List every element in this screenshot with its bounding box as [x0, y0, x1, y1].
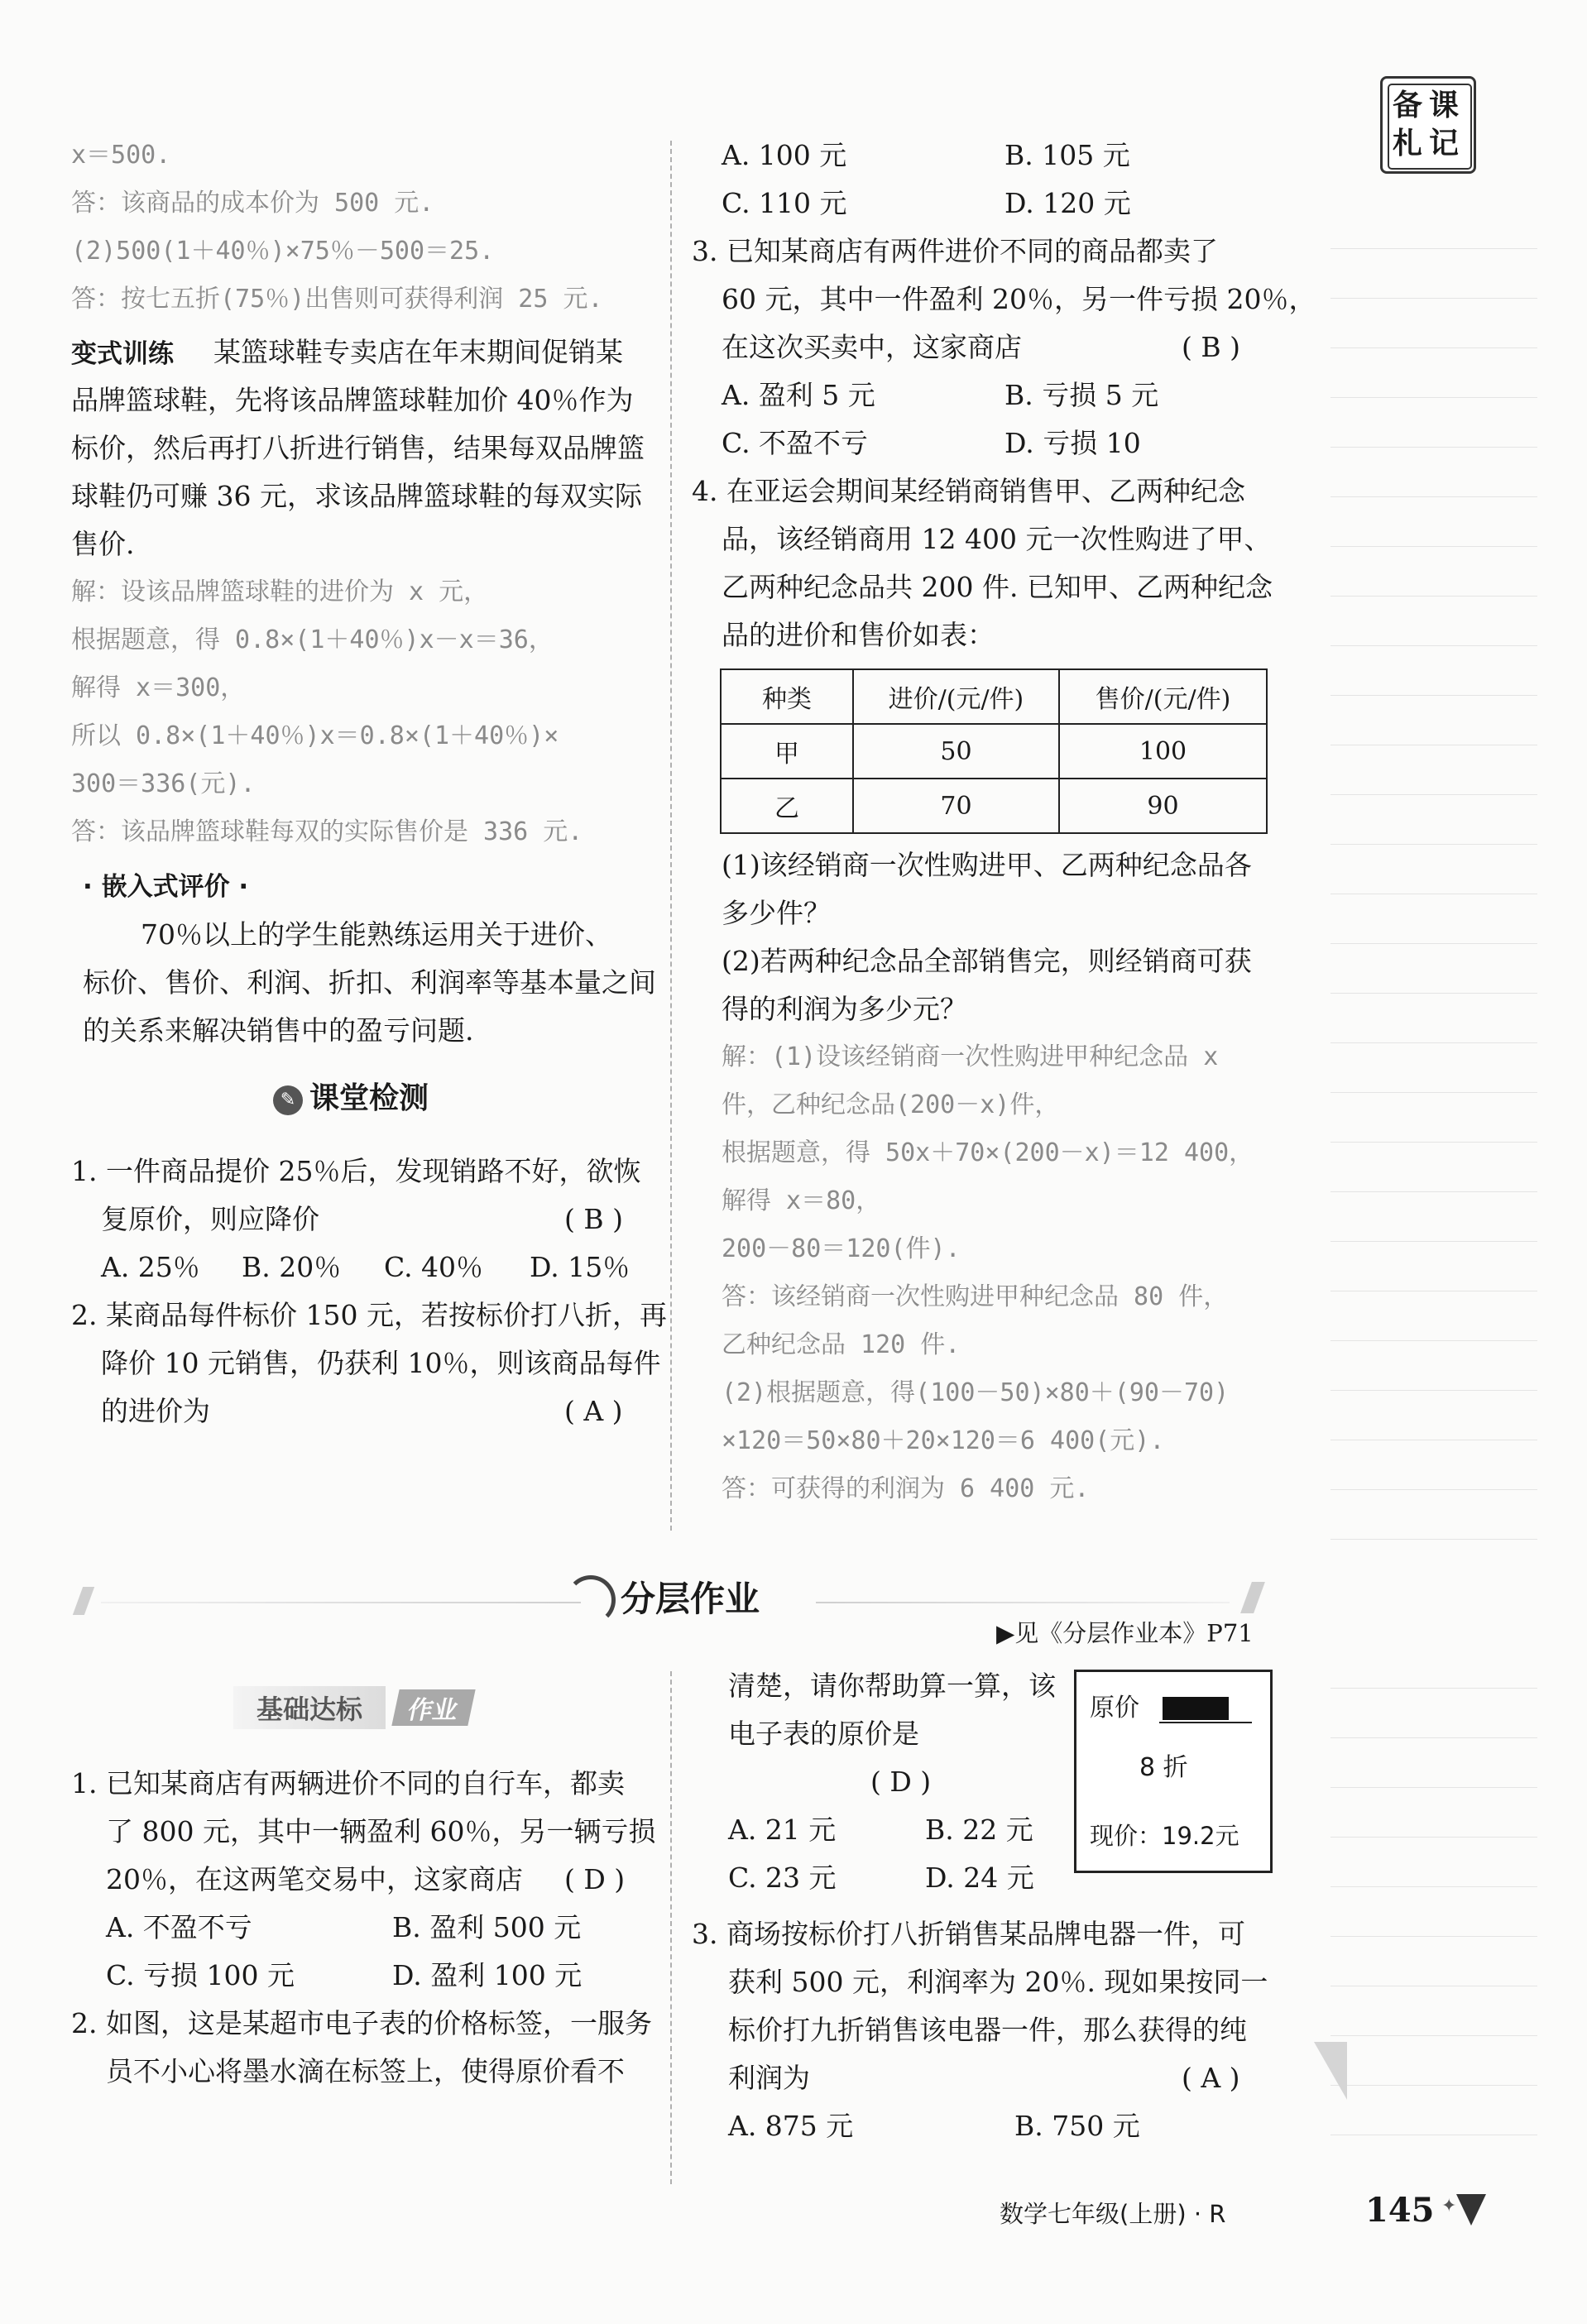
answer-bracket: ( B )	[1182, 331, 1240, 363]
discount-label: 8 折	[1139, 1753, 1188, 1782]
option: C. 40％	[384, 1251, 484, 1283]
page-number: 145	[1365, 2191, 1435, 2230]
question-text: 在这次买卖中，这家商店	[722, 331, 1022, 363]
option: B. 22 元	[925, 1814, 1033, 1846]
option: B. 盈利 500 元	[392, 1911, 582, 1943]
question-text: 2. 如图，这是某超市电子表的价格标签，一服务	[71, 2007, 652, 2039]
variant-text: 某篮球鞋专卖店在年末期间促销某	[213, 336, 623, 368]
option: B. 亏损 5 元	[1004, 379, 1159, 411]
solution-line: 解：(1)设该经销商一次性购进甲种纪念品 x	[722, 1042, 1219, 1071]
corner-char: 课	[1429, 88, 1460, 122]
column-divider	[670, 141, 672, 1531]
solution-line: (2)500(1＋40％)×75％－500＝25.	[71, 237, 495, 266]
solution-line: 300＝336(元).	[71, 769, 256, 798]
embedded-eval-text: 70％以上的学生能熟练运用关于进价、	[141, 918, 612, 951]
option: B. 750 元	[1014, 2110, 1140, 2142]
book-title: 数学七年级(上册) · R	[1000, 2200, 1226, 2228]
table-cell: 甲	[721, 724, 853, 779]
corner-char: 记	[1429, 126, 1460, 161]
star-icon: ✦	[1441, 2192, 1489, 2227]
question-text: 复原价，则应降价	[101, 1203, 319, 1235]
pencil-icon: ✎	[273, 1085, 303, 1115]
question-text: 品，该经销商用 12 400 元一次性购进了甲、	[722, 523, 1272, 555]
table-cell: 100	[1059, 724, 1267, 779]
solution-line: 件，乙种纪念品(200－x)件，	[722, 1090, 1060, 1119]
solution-line: 所以 0.8×(1＋40％)x＝0.8×(1＋40％)×	[71, 721, 559, 750]
table-header: 进价/(元/件)	[853, 669, 1059, 724]
solution-line: 乙种纪念品 120 件.	[722, 1330, 961, 1359]
solution-line: 答：该品牌篮球鞋每双的实际售价是 336 元.	[71, 817, 583, 846]
option: C. 亏损 100 元	[106, 1959, 295, 1991]
solution-line: 解得 x＝300，	[71, 673, 246, 702]
answer-bracket: ( A )	[1182, 2062, 1240, 2094]
banner-line	[816, 1602, 1230, 1603]
option: C. 110 元	[722, 187, 847, 219]
solution-line: ×120＝50×80＋20×120＝6 400(元).	[722, 1426, 1165, 1455]
solution-line: 答：该商品的成本价为 500 元.	[71, 189, 434, 218]
question-text: 20％，在这两笔交易中，这家商店	[106, 1863, 523, 1895]
option: A. 25％	[101, 1251, 200, 1283]
answer-bracket: ( D )	[870, 1766, 932, 1798]
option: D. 24 元	[925, 1862, 1034, 1894]
answer-bracket: ( B )	[564, 1203, 623, 1235]
option: A. 875 元	[728, 2110, 854, 2142]
variant-title: 变式训练	[71, 339, 174, 369]
question-text: 了 800 元，其中一辆盈利 60％，另一辆亏损	[106, 1815, 656, 1847]
solution-line: x＝500.	[71, 141, 171, 170]
option: A. 不盈不亏	[106, 1911, 252, 1943]
question-text: 1. 已知某商店有两辆进价不同的自行车，都卖	[71, 1767, 625, 1799]
embedded-eval-text: 的关系来解决销售中的盈亏问题.	[83, 1014, 474, 1047]
decorative-triangle	[1314, 2042, 1347, 2100]
question-text: 降价 10 元销售，仍获利 10％，则该商品每件	[101, 1347, 661, 1379]
sub-question: 多少件？	[722, 897, 831, 929]
table-cell: 90	[1059, 779, 1267, 833]
sub-question: (1)该经销商一次性购进甲、乙两种纪念品各	[722, 849, 1252, 881]
solution-line: 解得 x＝80，	[722, 1186, 881, 1215]
solution-line: 解：设该品牌篮球鞋的进价为 x 元，	[71, 577, 489, 606]
option: D. 盈利 100 元	[392, 1959, 583, 1991]
option: D. 亏损 10	[1004, 427, 1141, 459]
section-title: 分层作业	[621, 1579, 760, 1619]
option: D. 120 元	[1004, 187, 1131, 219]
question-text: 利润为	[728, 2062, 810, 2094]
badge-label: 基础达标	[233, 1686, 386, 1729]
solution-line: 根据题意，得 0.8×(1＋40％)x－x＝36，	[71, 625, 554, 654]
option: B. 20％	[242, 1251, 342, 1283]
option: C. 23 元	[728, 1862, 837, 1894]
corner-tag	[1380, 76, 1476, 174]
workbook-reference: ▶见《分层作业本》P71	[996, 1619, 1254, 1647]
question-text: 乙两种纪念品共 200 件. 已知甲、乙两种纪念	[722, 571, 1273, 603]
solution-line: 200－80＝120(件).	[722, 1234, 961, 1263]
question-text: 60 元，其中一件盈利 20％，另一件亏损 20％，	[722, 283, 1316, 315]
option: A. 100 元	[722, 139, 847, 171]
table-header: 种类	[721, 669, 853, 724]
corner-char: 备	[1393, 88, 1423, 122]
question-text: 3. 已知某商店有两件进价不同的商品都卖了	[692, 235, 1218, 267]
answer-bracket: ( D )	[564, 1863, 626, 1895]
banner-left-stroke	[73, 1587, 94, 1615]
variant-text: 球鞋仍可赚 36 元，求该品牌篮球鞋的每双实际	[71, 480, 642, 512]
answer-bracket: ( A )	[564, 1395, 623, 1427]
question-text: 的进价为	[101, 1395, 210, 1427]
banner-line	[101, 1602, 581, 1603]
banner-right-stroke	[1240, 1582, 1265, 1613]
option: A. 盈利 5 元	[722, 379, 875, 411]
level-badge	[233, 1686, 490, 1729]
variant-text: 标价，然后再打八折进行销售，结果每双品牌篮	[71, 432, 645, 464]
swirl-icon	[566, 1575, 616, 1625]
table-cell: 乙	[721, 779, 853, 833]
question-text: 4. 在亚运会期间某经销商销售甲、乙两种纪念	[692, 475, 1245, 507]
sub-question: (2)若两种纪念品全部销售完，则经销商可获	[722, 945, 1252, 977]
question-text: 品的进价和售价如表：	[722, 619, 995, 651]
solution-line: 答：该经销商一次性购进甲种纪念品 80 件，	[722, 1282, 1229, 1311]
table-cell: 70	[853, 779, 1059, 833]
price-table	[720, 668, 1268, 834]
solution-line: 答：可获得的利润为 6 400 元.	[722, 1474, 1090, 1503]
solution-line: 根据题意，得 50x＋70×(200－x)＝12 400，	[722, 1138, 1254, 1167]
question-text: 获利 500 元，利润率为 20％. 现如果按同一	[728, 1966, 1268, 1998]
embedded-eval-text: 标价、售价、利润、折扣、利润率等基本量之间	[83, 966, 656, 999]
question-text: 1. 一件商品提价 25％后，发现销路不好，欲恢	[71, 1155, 641, 1187]
table-header-row	[721, 669, 1267, 724]
question-text: 电子表的原价是	[728, 1718, 919, 1750]
question-text: 员不小心将墨水滴在标签上，使得原价看不	[106, 2055, 625, 2087]
table-header: 售价/(元/件)	[1059, 669, 1267, 724]
option: B. 105 元	[1004, 139, 1130, 171]
badge-tag: 作业	[391, 1689, 475, 1726]
ink-blot	[1163, 1697, 1229, 1720]
variant-text: 品牌篮球鞋，先将该品牌篮球鞋加价 40％作为	[71, 384, 634, 416]
option: C. 不盈不亏	[722, 427, 869, 459]
variant-text: 售价.	[71, 528, 135, 560]
current-price-label: 现价：19.2元	[1090, 1822, 1239, 1850]
question-text: 3. 商场按标价打八折销售某品牌电器一件，可	[692, 1918, 1245, 1950]
corner-char: 札	[1393, 126, 1423, 161]
solution-line: 答：按七五折(75％)出售则可获得利润 25 元.	[71, 285, 603, 314]
class-check-title: 课堂检测	[309, 1081, 429, 1115]
table-row	[721, 779, 1267, 833]
question-text: 标价打九折销售该电器一件，那么获得的纯	[728, 2014, 1247, 2046]
question-text: 2. 某商品每件标价 150 元，若按标价打八折，再	[71, 1299, 667, 1331]
underline	[1159, 1722, 1252, 1723]
column-divider	[670, 1671, 672, 2184]
original-price-label: 原价	[1090, 1694, 1139, 1723]
solution-line: (2)根据题意，得(100－50)×80＋(90－70)	[722, 1378, 1230, 1407]
table-cell: 50	[853, 724, 1059, 779]
option: D. 15％	[530, 1251, 630, 1283]
price-label	[1074, 1670, 1273, 1873]
question-text: 清楚，请你帮助算一算，该	[728, 1670, 1056, 1702]
option: A. 21 元	[728, 1814, 837, 1846]
embedded-eval-title: · 嵌入式评价 ·	[83, 872, 249, 902]
sub-question: 得的利润为多少元？	[722, 993, 967, 1025]
table-row	[721, 724, 1267, 779]
